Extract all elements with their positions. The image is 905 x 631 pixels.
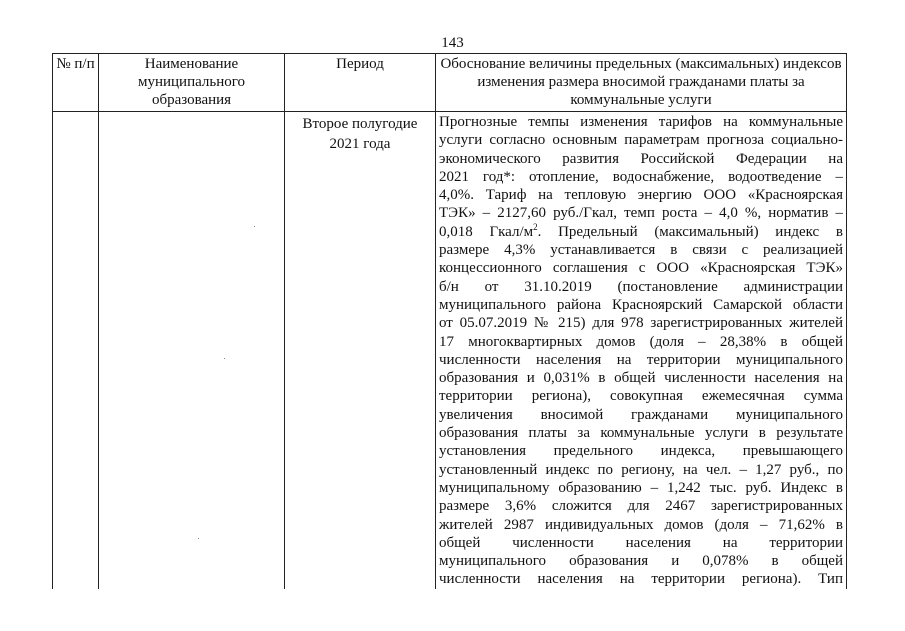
cell-number (53, 112, 99, 589)
justification-line: жителей 2987 индивидуальных домов (доля – 71,62% в (439, 516, 843, 533)
justification-line-tail: . Предельный (максимальный) индекс в (537, 223, 843, 240)
justification-line: установления предельного индекса, превышающего (439, 443, 843, 460)
superscript: 2 (533, 222, 538, 232)
justification-line: муниципального образования и 0,078% в общей (439, 553, 843, 570)
header-municipality-name: Наименование муниципального образования (99, 54, 285, 112)
justification-line: 2021 год*: отопление, водоснабжение, водоотведение – (439, 168, 843, 185)
justification-line: общей численности населения на территории (439, 534, 843, 551)
scan-speck (224, 358, 225, 359)
tariff-table (52, 53, 847, 589)
justification-line-with-superscript (439, 223, 843, 241)
justification-line: установленный индекс по региону, на чел. – 1,27 руб., по (439, 461, 843, 478)
justification-line: от 05.07.2019 № 215) для 978 зарегистрированных жителей (439, 315, 843, 332)
cell-justification (436, 112, 847, 589)
justification-line-head: 0,018 Гкал/м (439, 223, 534, 240)
cell-period: Второе полугодие 2021 года (285, 112, 436, 589)
justification-line: увеличения вносимой гражданами муниципального (439, 406, 843, 423)
justification-line: территории региона), совокупная ежемесячная сумма (439, 388, 843, 405)
header-justification: Обоснование величины предельных (максимальных) индексов изменения размера вносимой гражданами платы за коммунальные услуги (436, 54, 847, 112)
justification-line: услуги согласно основным параметрам прогноза социально- (439, 132, 843, 149)
page-number: 143 (441, 35, 464, 51)
justification-line: образования платы за коммунальные услуги в результате (439, 425, 843, 442)
cell-municipality-name (99, 112, 285, 589)
justification-line: ТЭК» – 2127,60 руб./Гкал, темп роста – 4,0 %, норматив – (439, 205, 843, 222)
scan-speck (198, 538, 199, 539)
justification-line: концессионного соглашения с ООО «Красноярская ТЭК» (439, 260, 843, 277)
scan-speck (254, 226, 255, 227)
justification-line: 17 многоквартирных домов (доля – 28,38% в общей (439, 333, 843, 350)
justification-line: б/н от 31.10.2019 (постановление администрации (439, 278, 843, 295)
justification-line: муниципальному образованию – 1,242 тыс. руб. Индекс в (439, 479, 843, 496)
justification-line: муниципального района Красноярский Самарской области (439, 296, 843, 313)
header-number: № п/п (53, 54, 99, 112)
justification-line: экономического развития Российской Федерации на (439, 150, 843, 167)
justification-line: образования и 0,031% в общей численности населения на (439, 370, 843, 387)
justification-line: численности населения на территории муниципального (439, 351, 843, 368)
justification-line: численности населения на территории региона). Тип (439, 571, 843, 588)
table-header-row (53, 54, 847, 112)
justification-line: 4,0%. Тариф на тепловую энергию ООО «Красноярская (439, 187, 843, 204)
table-row (53, 112, 847, 589)
justification-line: размере 3,6% сложится для 2467 зарегистрированных (439, 498, 843, 515)
justification-line: Прогнозные темпы изменения тарифов на коммунальные (439, 114, 843, 130)
header-period: Период (285, 54, 436, 112)
justification-line: размере 4,3% устанавливается в связи с реализацией (439, 242, 843, 259)
